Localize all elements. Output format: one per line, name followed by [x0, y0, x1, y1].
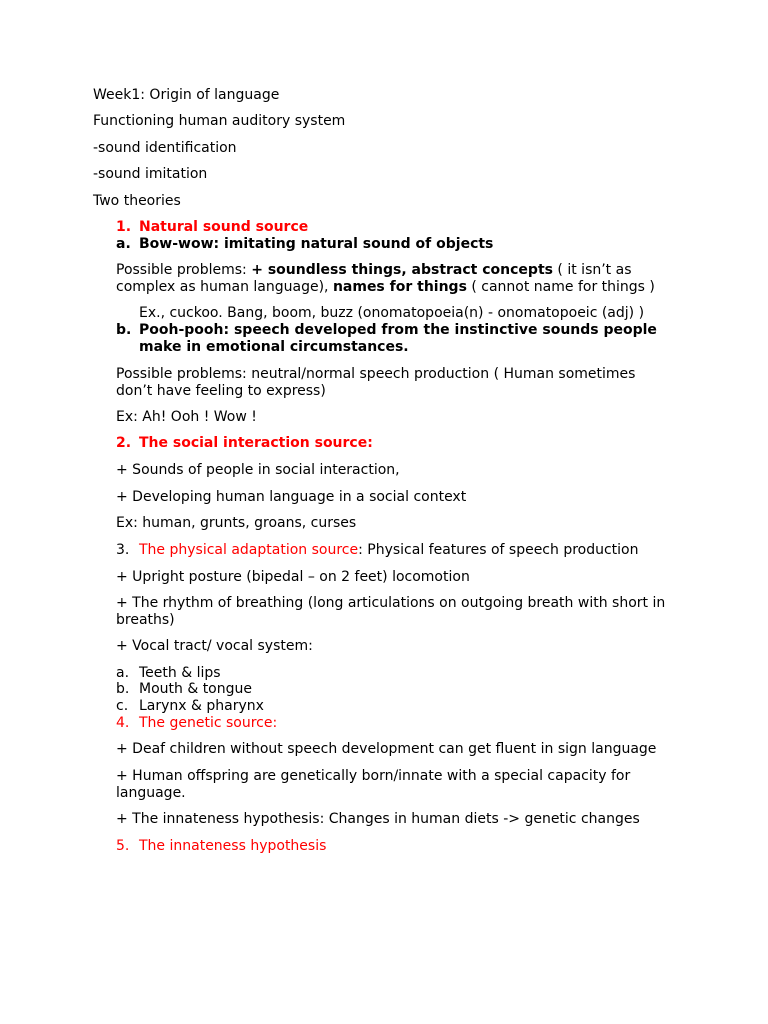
- theory-3-rest: : Physical features of speech production: [358, 542, 639, 558]
- vocal-a-text: Teeth & lips: [139, 665, 221, 681]
- example-1: Ex., cuckoo. Bang, boom, buzz (onomatopoeia(n) - onomatopoeic (adj) ): [139, 305, 645, 321]
- social-point-2: + Developing human language in a social context: [116, 489, 467, 505]
- problems-1-line-1: [116, 262, 632, 279]
- vocal-c-letter: c.: [116, 698, 129, 714]
- problems-1-text-2: ( it isn’t as: [552, 262, 632, 278]
- example-3: Ex: human, grunts, groans, curses: [116, 515, 357, 531]
- physical-point-2-line-2: breaths): [116, 612, 175, 628]
- problems-2-line-2: don’t have feeling to express): [116, 383, 326, 399]
- line-auditory: Functioning human auditory system: [93, 113, 346, 129]
- problems-2-line-1: Possible problems: neutral/normal speech production ( Human sometimes: [116, 366, 636, 382]
- theory-2-number: 2.: [116, 435, 132, 451]
- theory-3-number: 3.: [116, 542, 130, 558]
- theory-5-heading: The innateness hypothesis: [139, 838, 327, 854]
- doc-title: Week1: Origin of language: [93, 87, 280, 103]
- vocal-b-text: Mouth & tongue: [139, 681, 252, 697]
- theory-4-number: 4.: [116, 715, 130, 731]
- example-2: Ex: Ah! Ooh ! Wow !: [116, 409, 257, 425]
- vocal-a-letter: a.: [116, 665, 130, 681]
- theory-4-heading: The genetic source:: [139, 715, 278, 731]
- theory-1-number: 1.: [116, 219, 132, 235]
- genetic-point-2-line-1: + Human offspring are genetically born/innate with a special capacity for: [116, 768, 631, 784]
- item-b-text-2: make in emotional circumstances.: [139, 339, 409, 355]
- line-two-theories: Two theories: [93, 193, 181, 209]
- line-imitation: -sound imitation: [93, 166, 208, 182]
- item-a-letter: a.: [116, 236, 131, 252]
- theory-1-heading: Natural sound source: [139, 219, 309, 235]
- problems-1-text-4: ( cannot name for things ): [466, 279, 655, 295]
- problems-1-text-3: complex as human language),: [116, 279, 333, 295]
- theory-5-number: 5.: [116, 838, 130, 854]
- genetic-point-1: + Deaf children without speech development can get fluent in sign language: [116, 741, 657, 757]
- item-b-text-1: Pooh-pooh: speech developed from the instinctive sounds people: [139, 322, 657, 338]
- vocal-c-text: Larynx & pharynx: [139, 698, 264, 714]
- physical-point-1: + Upright posture (bipedal – on 2 feet) locomotion: [116, 569, 470, 585]
- vocal-b-letter: b.: [116, 681, 130, 697]
- problems-1-line-2: [116, 279, 655, 296]
- genetic-point-2-line-2: language.: [116, 785, 186, 801]
- item-a-text: Bow-wow: imitating natural sound of objects: [139, 236, 494, 252]
- theory-3-red-title: The physical adaptation source: [139, 542, 359, 558]
- social-point-1: + Sounds of people in social interaction,: [116, 462, 400, 478]
- physical-point-3: + Vocal tract/ vocal system:: [116, 638, 313, 654]
- line-identification: -sound identification: [93, 140, 237, 156]
- problems-1-bold-1: + soundless things, abstract concepts: [251, 262, 553, 278]
- theory-2-heading: The social interaction source:: [139, 435, 373, 451]
- physical-point-2-line-1: + The rhythm of breathing (long articulations on outgoing breath with short in: [116, 595, 666, 611]
- genetic-point-3: + The innateness hypothesis: Changes in human diets -> genetic changes: [116, 811, 640, 827]
- item-b-letter: b.: [116, 322, 132, 338]
- problems-1-label: Possible problems:: [116, 262, 252, 278]
- theory-3-heading: [139, 542, 639, 559]
- problems-1-bold-2: names for things: [332, 279, 467, 295]
